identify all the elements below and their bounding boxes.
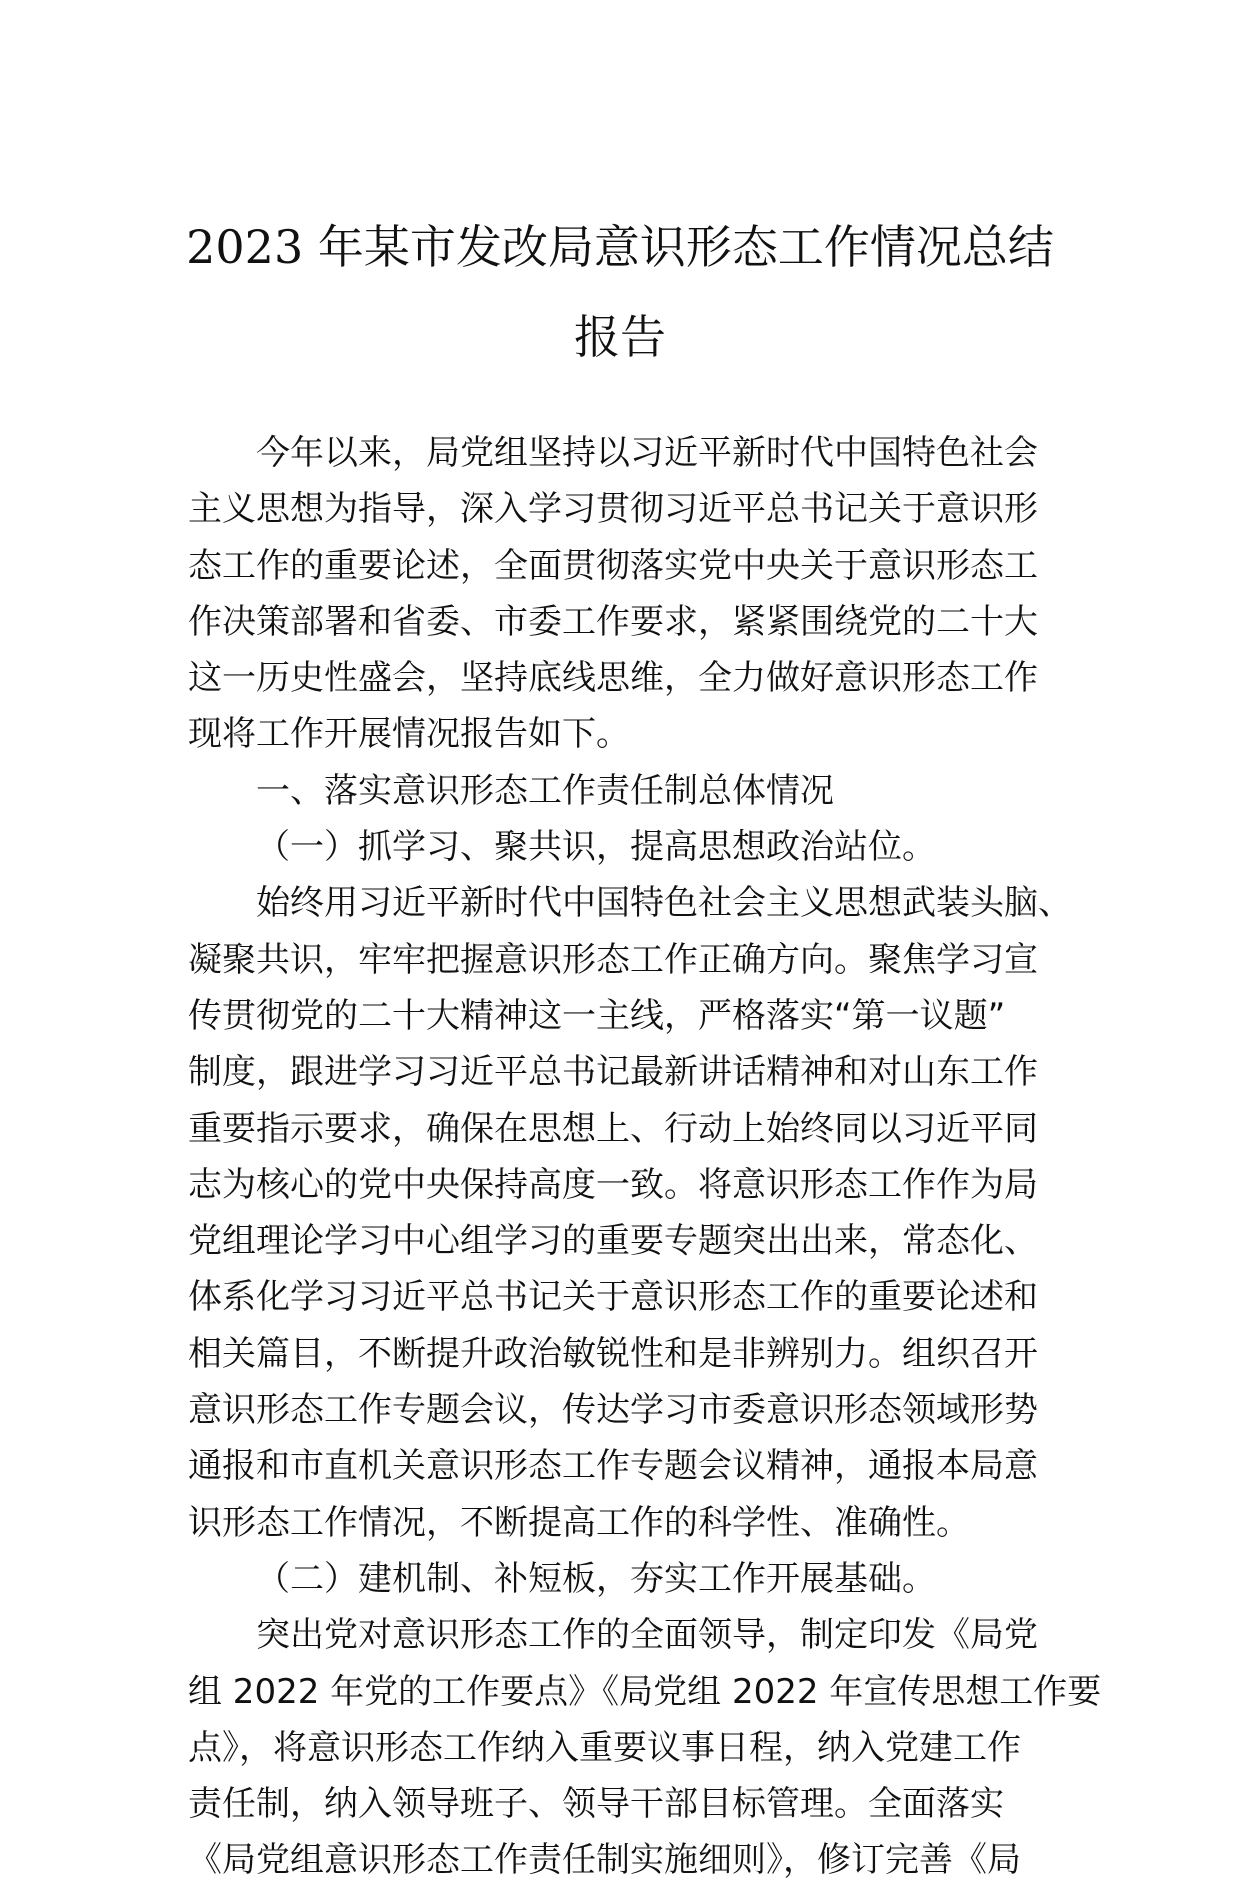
subsection-heading: （二）建机制、补短板，夯实工作开展基础。 <box>256 1558 936 1599</box>
body-line: 相关篇目，不断提升政治敏锐性和是非辨别力。组织召开 <box>188 1333 1038 1374</box>
body-line: 重要指示要求，确保在思想上、行动上始终同以习近平同 <box>188 1108 1038 1149</box>
document-body <box>188 425 1102 1889</box>
body-line: 突出党对意识形态工作的全面领导，制定印发《局党 <box>256 1615 1038 1656</box>
body-line: 责任制，纳入领导班子、领导干部目标管理。全面落实 <box>188 1784 1004 1825</box>
body-line: 这一历史性盛会，坚持底线思维，全力做好意识形态工作 <box>188 658 1038 699</box>
subsection-heading: （一）抓学习、聚共识，提高思想政治站位。 <box>256 827 936 868</box>
document-title-line-2: 报告 <box>574 310 666 364</box>
body-line: 党组理论学习中心组学习的重要专题突出出来，常态化、 <box>188 1221 1038 1262</box>
section-heading: 一、落实意识形态工作责任制总体情况 <box>256 770 834 811</box>
body-line: 《局党组意识形态工作责任制实施细则》，修订完善《局 <box>188 1840 1021 1881</box>
body-line: 作决策部署和省委、市委工作要求，紧紧围绕党的二十大 <box>188 601 1038 642</box>
body-line: 组 2022 年党的工作要点》《局党组 2022 年宣传思想工作要 <box>188 1671 1102 1712</box>
body-line: 识形态工作情况，不断提高工作的科学性、准确性。 <box>188 1502 970 1543</box>
body-line: 主义思想为指导，深入学习贯彻习近平总书记关于意识形 <box>188 489 1038 530</box>
body-line: 今年以来，局党组坚持以习近平新时代中国特色社会 <box>256 433 1038 473</box>
body-line: 点》，将意识形态工作纳入重要议事日程，纳入党建工作 <box>188 1727 1021 1768</box>
document-title-line-1: 2023 年某市发改局意识形态工作情况总结 <box>186 220 1054 274</box>
body-line: 凝聚共识，牢牢把握意识形态工作正确方向。聚焦学习宣 <box>188 939 1038 980</box>
body-line: 体系化学习习近平总书记关于意识形态工作的重要论述和 <box>188 1277 1038 1318</box>
body-line: 态工作的重要论述，全面贯彻落实党中央关于意识形态工 <box>188 545 1038 586</box>
body-line: 意识形态工作专题会议，传达学习市委意识形态领域形势 <box>188 1390 1038 1431</box>
body-line: 志为核心的党中央保持高度一致。将意识形态工作作为局 <box>188 1164 1038 1205</box>
body-line: 传贯彻党的二十大精神这一主线，严格落实“第一议题” <box>188 995 1006 1036</box>
body-line: 现将工作开展情况报告如下。 <box>188 714 630 755</box>
body-line: 通报和市直机关意识形态工作专题会议精神，通报本局意 <box>188 1446 1038 1487</box>
body-line: 始终用习近平新时代中国特色社会主义思想武装头脑、 <box>256 883 1072 924</box>
body-line: 制度，跟进学习习近平总书记最新讲话精神和对山东工作 <box>188 1052 1038 1093</box>
